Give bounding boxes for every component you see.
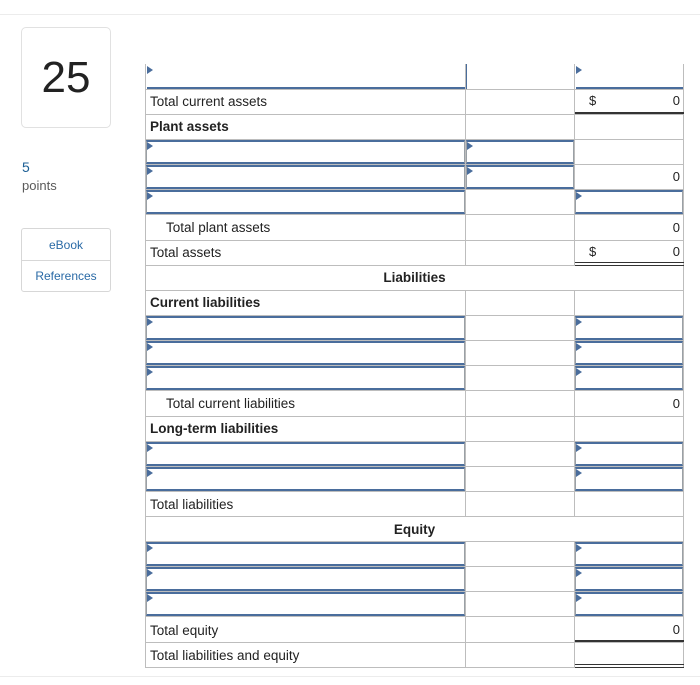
long-term-liability-name-input-2[interactable] [146, 467, 465, 491]
plant-asset-amount-input-3[interactable] [575, 190, 683, 214]
total-current-assets-label: Total current assets [150, 94, 268, 109]
grid-line [145, 416, 684, 417]
total-current-liabilities-label: Total current liabilities [166, 396, 296, 411]
grid-line [145, 516, 684, 517]
total-equity-value: 0 [672, 622, 680, 637]
long-term-liability-amount-input-2[interactable] [575, 467, 683, 491]
total-assets-value: 0 [672, 244, 680, 259]
plant-assets-subtotal: 0 [672, 169, 680, 184]
liabilities-heading: Liabilities [383, 270, 446, 285]
grid-line [466, 64, 467, 89]
grid-line [145, 491, 684, 492]
equity-amount-input-3[interactable] [575, 592, 683, 616]
ebook-button[interactable]: eBook [48, 237, 84, 252]
grid-line [145, 390, 684, 391]
current-liability-name-input-3[interactable] [146, 366, 465, 390]
grid-line [145, 616, 684, 617]
long-term-liability-name-input-1[interactable] [146, 442, 465, 466]
grid-line [145, 240, 684, 241]
current-liability-name-input-2[interactable] [146, 341, 465, 365]
long-term-liabilities-heading: Long-term liabilities [150, 421, 279, 436]
resources-panel [21, 228, 111, 292]
long-term-liability-amount-input-1[interactable] [575, 442, 683, 466]
input-marker-icon [576, 66, 582, 74]
equity-heading: Equity [393, 522, 436, 537]
plant-assets-heading: Plant assets [150, 119, 229, 134]
double-underline [575, 262, 684, 266]
references-button[interactable]: References [22, 260, 110, 291]
grid-line [683, 64, 684, 668]
top-divider [0, 14, 700, 15]
double-underline [575, 664, 684, 668]
current-liability-amount-input-3[interactable] [575, 366, 683, 390]
current-liability-name-input-1[interactable] [146, 316, 465, 340]
bottom-divider [0, 676, 700, 677]
plant-asset-amount-input-1[interactable] [466, 140, 574, 164]
underline [575, 112, 684, 114]
question-number-box [21, 27, 111, 128]
asset-amount-input[interactable] [576, 87, 683, 89]
equity-amount-input-2[interactable] [575, 567, 683, 591]
equity-name-input-1[interactable] [146, 542, 465, 566]
grid-line [145, 89, 684, 90]
grid-line [145, 214, 684, 215]
total-liabilities-and-equity-label: Total liabilities and equity [150, 648, 300, 663]
plant-asset-name-input-3[interactable] [146, 190, 465, 214]
current-liability-amount-input-1[interactable] [575, 316, 683, 340]
total-plant-assets-label: Total plant assets [166, 220, 271, 235]
grid-line [145, 642, 684, 643]
current-liabilities-heading: Current liabilities [150, 295, 261, 310]
plant-asset-name-input-1[interactable] [146, 140, 465, 164]
currency-symbol: $ [589, 93, 597, 108]
points-label: points [22, 178, 57, 193]
currency-symbol: $ [589, 244, 597, 259]
plant-asset-amount-input-2[interactable] [466, 165, 574, 189]
total-assets-label: Total assets [150, 245, 222, 260]
grid-line [145, 114, 684, 115]
question-number: 25 [41, 52, 91, 102]
grid-line [574, 64, 575, 266]
total-liabilities-label: Total liabilities [150, 497, 234, 512]
underline [575, 640, 684, 642]
equity-amount-input-1[interactable] [575, 542, 683, 566]
current-liability-amount-input-2[interactable] [575, 341, 683, 365]
total-current-assets-value: 0 [672, 93, 680, 108]
asset-account-input[interactable] [147, 87, 465, 89]
total-plant-assets-value: 0 [672, 220, 680, 235]
input-marker-icon [147, 66, 153, 74]
points-value: 5 [22, 159, 30, 175]
grid-line [465, 542, 466, 668]
equity-name-input-2[interactable] [146, 567, 465, 591]
equity-name-input-3[interactable] [146, 592, 465, 616]
grid-line [145, 290, 684, 291]
grid-line [465, 291, 466, 517]
plant-asset-name-input-2[interactable] [146, 165, 465, 189]
total-equity-label: Total equity [150, 623, 219, 638]
total-current-liabilities-value: 0 [672, 396, 680, 411]
